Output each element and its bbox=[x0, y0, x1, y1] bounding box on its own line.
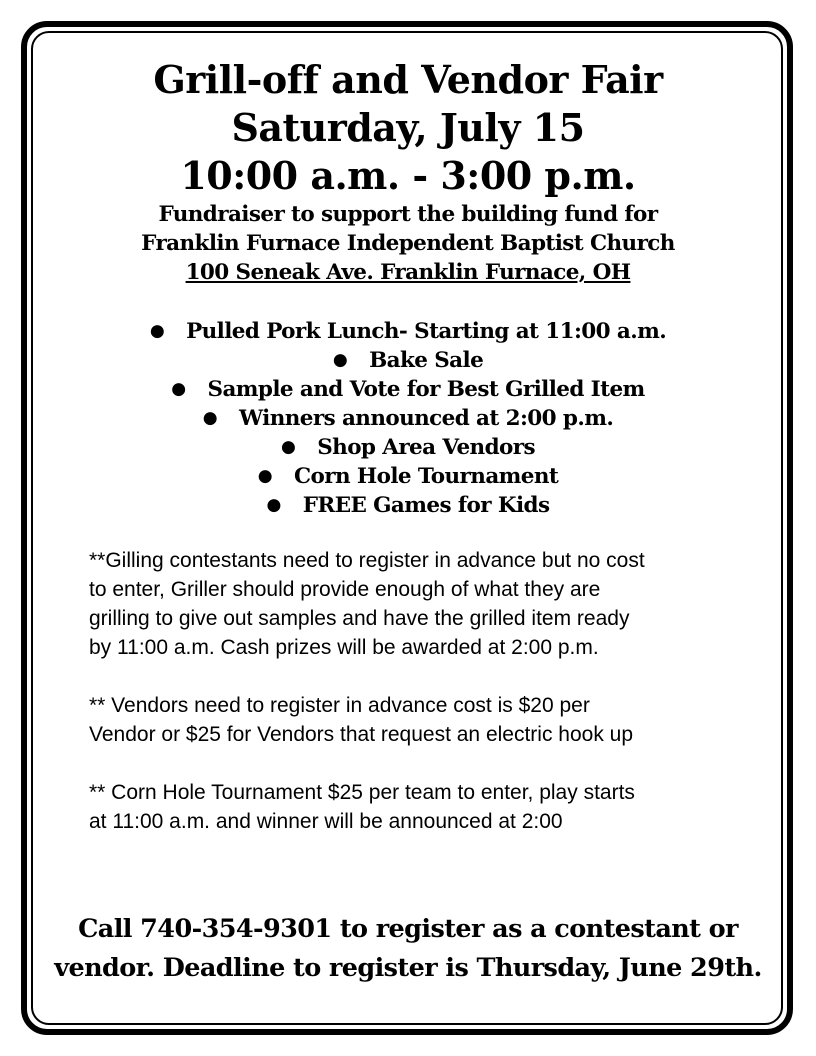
activities-list bbox=[40, 317, 776, 520]
bullet-icon: ● bbox=[171, 379, 186, 399]
registration-notes bbox=[89, 546, 739, 865]
list-item bbox=[40, 375, 776, 404]
bullet-icon: ● bbox=[202, 408, 217, 428]
list-item bbox=[40, 317, 776, 346]
footer-line: vendor. Deadline to register is Thursday, June 29th. bbox=[54, 953, 762, 983]
list-item bbox=[40, 491, 776, 520]
vendor-note: ** Vendors need to register in advance cost is $20 per Vendor or $25 for Vendors that request an electric hook up bbox=[89, 694, 634, 746]
corn-hole-note: ** Corn Hole Tournament $25 per team to enter, play starts at 11:00 a.m. and winner will be announced at 2:00 bbox=[89, 781, 635, 833]
fundraiser-purpose: Fundraiser to support the building fund for bbox=[158, 202, 658, 227]
list-item bbox=[40, 433, 776, 462]
event-date: Saturday, July 15 bbox=[231, 105, 585, 150]
grilling-contestant-note: **Gilling contestants need to register in advance but no cost to enter, Griller should provide enough of what they are grilling to give out samples and have the grilled item ready by 11:00 a.m. Cash prizes will be awarded at 2:00 p.m. bbox=[89, 549, 645, 659]
event-time: 10:00 a.m. - 3:00 p.m. bbox=[180, 153, 636, 198]
registration-call-to-action bbox=[40, 910, 776, 988]
event-address: 100 Seneak Ave. Franklin Furnace, OH bbox=[185, 260, 631, 285]
list-item-text: Corn Hole Tournament bbox=[293, 464, 559, 489]
bullet-icon: ● bbox=[257, 466, 272, 486]
list-item-text: Shop Area Vendors bbox=[317, 435, 535, 460]
flyer-header bbox=[40, 56, 776, 520]
list-item bbox=[40, 404, 776, 433]
bullet-icon: ● bbox=[281, 437, 296, 457]
list-item bbox=[40, 346, 776, 375]
list-item-text: Pulled Pork Lunch- Starting at 11:00 a.m. bbox=[186, 319, 667, 344]
footer-line: Call 740-354-9301 to register as a contestant or bbox=[78, 914, 738, 944]
bullet-icon: ● bbox=[332, 350, 348, 370]
bullet-icon: ● bbox=[149, 321, 165, 341]
event-title: Grill-off and Vendor Fair bbox=[153, 57, 663, 102]
list-item-text: Bake Sale bbox=[369, 348, 484, 373]
church-name: Franklin Furnace Independent Baptist Church bbox=[141, 231, 675, 256]
list-item-text: FREE Games for Kids bbox=[302, 493, 550, 518]
list-item-text: Winners announced at 2:00 p.m. bbox=[238, 406, 614, 431]
list-item bbox=[40, 462, 776, 491]
bullet-icon: ● bbox=[266, 495, 281, 515]
list-item-text: Sample and Vote for Best Grilled Item bbox=[207, 377, 645, 402]
